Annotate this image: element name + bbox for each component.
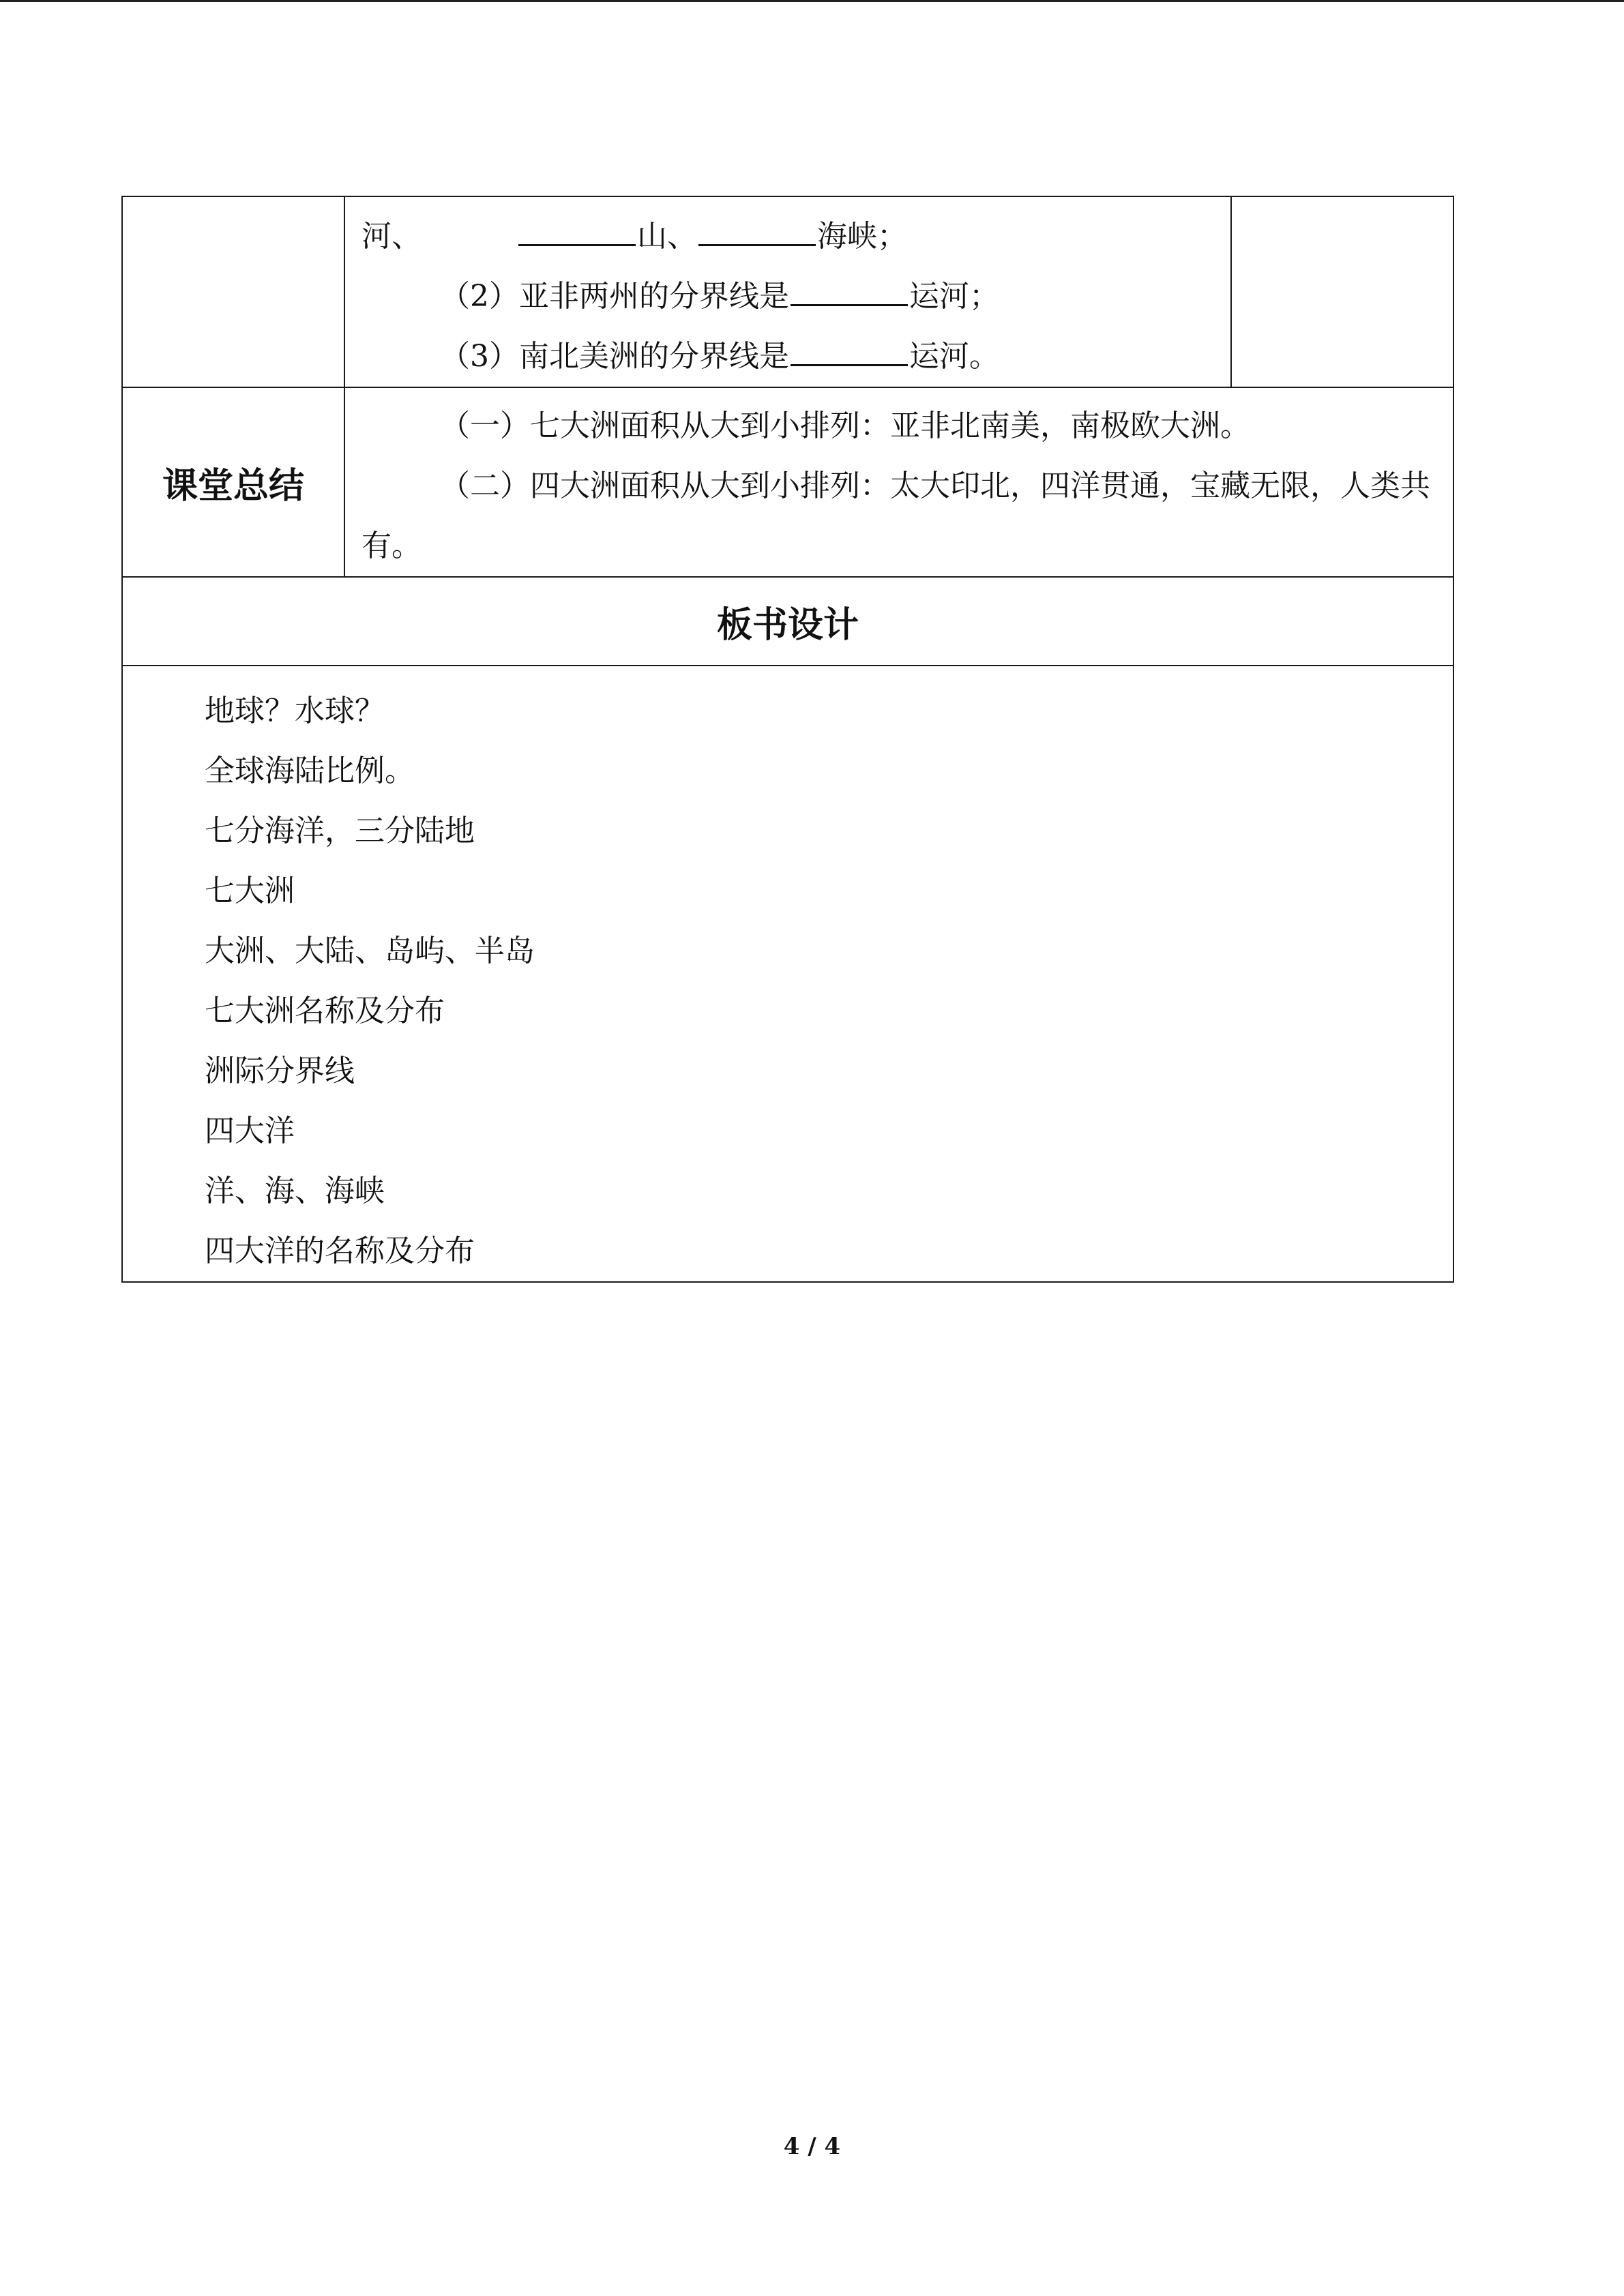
board-title: 板书设计 <box>122 577 1453 666</box>
exercise-line-1-prefix: 河、 <box>361 219 422 254</box>
fill-blank <box>791 330 908 366</box>
exercise-row <box>122 196 1453 387</box>
board-item: 四大洋 <box>205 1114 295 1148</box>
fill-blank <box>791 270 908 306</box>
board-item: 七分海洋，三分陆地 <box>205 814 475 848</box>
exercise-body-cell <box>344 196 1231 387</box>
exercise-line-1-mid: 山、 <box>637 219 697 254</box>
board-item: 大洲、大陆、岛屿、半岛 <box>205 934 535 968</box>
board-header-row <box>122 577 1453 666</box>
fill-blank <box>698 210 816 246</box>
board-item: 洋、海、海峡 <box>205 1174 385 1208</box>
exercise-side-cell <box>1231 196 1453 387</box>
board-item: 七大洲名称及分布 <box>205 994 445 1028</box>
page-number: 4 / 4 <box>783 2133 841 2160</box>
board-item: 全球海陆比例。 <box>205 754 415 788</box>
exercise-line-3 <box>361 327 1230 387</box>
exercise-line-3-suffix: 运河。 <box>909 339 999 374</box>
lesson-plan-table <box>121 196 1454 1283</box>
page-top-border <box>0 0 1624 2</box>
board-content-row <box>122 666 1453 1282</box>
exercise-line-2-suffix: 运河； <box>909 279 999 314</box>
exercise-line-1 <box>361 207 1230 267</box>
fill-blank <box>518 210 636 246</box>
summary-point-1: （一）七大洲面积从大到小排列：亚非北南美，南极欧大洲。 <box>440 408 1250 443</box>
exercise-line-2-prefix: （2）亚非两州的分界线是 <box>440 279 789 314</box>
board-item: 四大洋的名称及分布 <box>205 1234 475 1268</box>
summary-label: 课堂总结 <box>122 387 344 577</box>
summary-point-2: （二）四大洲面积从大到小排列：太大印北，四洋贯通，宝藏无限，人类共有。 <box>361 468 1430 563</box>
board-content-cell <box>122 666 1453 1282</box>
exercise-label-cell <box>122 196 344 387</box>
exercise-line-1-suffix: 海峡； <box>817 219 907 254</box>
board-item: 洲际分界线 <box>205 1054 355 1088</box>
board-item: 地球？水球？ <box>205 694 385 728</box>
exercise-line-2 <box>361 267 1230 327</box>
exercise-line-3-prefix: （3）南北美洲的分界线是 <box>440 339 789 374</box>
summary-body-cell <box>344 387 1453 577</box>
board-item: 七大洲 <box>205 874 295 908</box>
summary-row <box>122 387 1453 577</box>
